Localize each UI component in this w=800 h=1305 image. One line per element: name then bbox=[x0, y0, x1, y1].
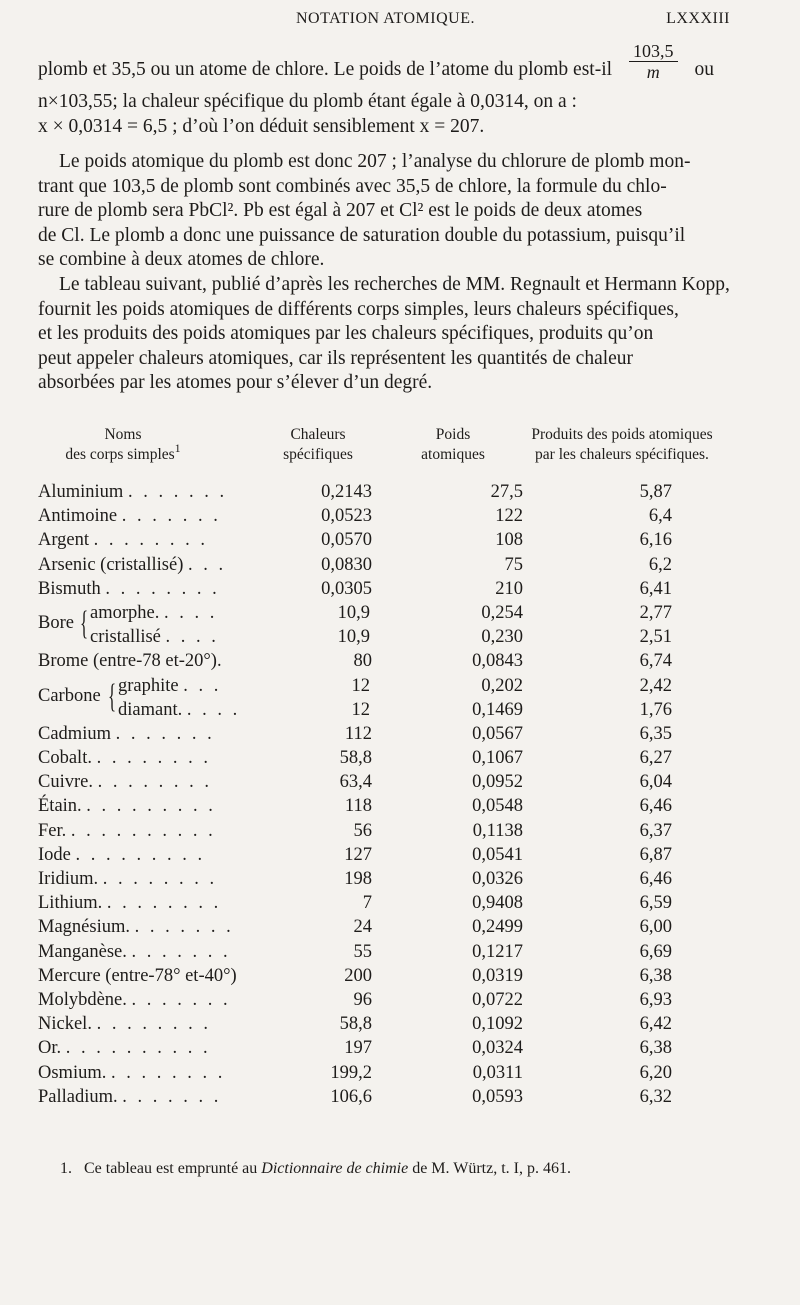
specific-heat: 112 bbox=[344, 723, 372, 744]
text-line: absorbées par les atomes pour s’élever d’un degré. bbox=[38, 372, 433, 393]
atomic-weight: 0,0311 bbox=[472, 1062, 523, 1083]
table-row bbox=[38, 553, 738, 577]
atomic-weight: 0,0593 bbox=[472, 1086, 523, 1107]
header-line: Chaleurs bbox=[290, 426, 346, 443]
atomic-heat: 6,38 bbox=[639, 965, 672, 986]
element-name: Magnésium. . . . . . . . bbox=[38, 917, 234, 938]
table-row bbox=[38, 819, 738, 843]
text-segment: plomb et 35,5 ou un atome de chlore. Le poids de l’atome du plomb est-il bbox=[38, 58, 613, 80]
table-row bbox=[38, 601, 738, 625]
atomic-heat: 6,16 bbox=[639, 530, 672, 551]
text-line: rure de plomb sera PbCl². Pb est égal à 207 et Cl² est le poids de deux atomes bbox=[38, 200, 643, 221]
atomic-weight: 0,1067 bbox=[472, 748, 523, 769]
specific-heat: 0,0570 bbox=[321, 530, 372, 551]
table-row bbox=[38, 867, 738, 891]
atomic-heat: 2,51 bbox=[639, 627, 672, 648]
column-header-chaleurs bbox=[263, 425, 373, 465]
atomic-weight: 0,1469 bbox=[472, 699, 523, 720]
specific-heat: 118 bbox=[344, 796, 372, 817]
element-name: Argent . . . . . . . . bbox=[38, 530, 209, 551]
atomic-weight: 0,0319 bbox=[472, 965, 523, 986]
specific-heat: 58,8 bbox=[339, 1014, 372, 1035]
specific-heat: 199,2 bbox=[330, 1062, 372, 1083]
atomic-weight: 0,0541 bbox=[472, 844, 523, 865]
fraction-numerator: 103,5 bbox=[629, 41, 678, 62]
atomic-weight: 0,0952 bbox=[472, 772, 523, 793]
variety-name: diamant. . . . . bbox=[118, 699, 241, 720]
specific-heat: 56 bbox=[353, 820, 372, 841]
table-row bbox=[38, 915, 738, 939]
atomic-heat: 2,77 bbox=[639, 602, 672, 623]
element-name: Or. . . . . . . . . . . bbox=[38, 1038, 211, 1059]
table-row bbox=[38, 528, 738, 552]
paragraph-2 bbox=[38, 150, 714, 273]
element-name: Cobalt. . . . . . . . . bbox=[38, 748, 211, 769]
specific-heat: 0,0830 bbox=[321, 554, 372, 575]
atomic-heat: 6,37 bbox=[639, 820, 672, 841]
atomic-weight: 0,9408 bbox=[472, 893, 523, 914]
header-line: atomiques bbox=[421, 446, 485, 463]
specific-heat: 127 bbox=[344, 844, 372, 865]
specific-heat: 55 bbox=[353, 941, 372, 962]
header-line: Noms bbox=[104, 426, 142, 443]
element-name: Brome (entre-78 et-20°). bbox=[38, 651, 222, 672]
specific-heat: 198 bbox=[344, 869, 372, 890]
table-row bbox=[38, 1061, 738, 1085]
specific-heat: 80 bbox=[353, 651, 372, 672]
table-row bbox=[38, 722, 738, 746]
atomic-weight: 0,2499 bbox=[472, 917, 523, 938]
atomic-weight: 0,1092 bbox=[472, 1014, 523, 1035]
table-row bbox=[38, 988, 738, 1012]
specific-heat: 200 bbox=[344, 965, 372, 986]
specific-heat: 106,6 bbox=[330, 1086, 372, 1107]
specific-heat: 0,0523 bbox=[321, 506, 372, 527]
element-name: Carbone bbox=[38, 685, 101, 706]
table-rows-bottom bbox=[38, 722, 738, 1109]
specific-heat: 96 bbox=[353, 989, 372, 1010]
atomic-weight: 75 bbox=[504, 554, 523, 575]
element-name: Manganèse. . . . . . . . bbox=[38, 941, 231, 962]
text-line: Le poids atomique du plomb est donc 207 ; l’analyse du chlorure de plomb mon- bbox=[59, 151, 691, 172]
footnote-text: de M. Würtz, t. I, p. 461. bbox=[412, 1160, 571, 1177]
atomic-weight: 0,0548 bbox=[472, 796, 523, 817]
specific-heat: 58,8 bbox=[339, 748, 372, 769]
atomic-heat: 6,69 bbox=[639, 941, 672, 962]
element-name: Fer. . . . . . . . . . . bbox=[38, 820, 216, 841]
specific-heat: 0,2143 bbox=[321, 482, 372, 502]
table-row bbox=[38, 1085, 738, 1109]
element-name: Étain. . . . . . . . . . bbox=[38, 796, 216, 817]
element-name: Iridium. . . . . . . . . bbox=[38, 869, 218, 890]
atomic-heat: 6,42 bbox=[639, 1014, 672, 1035]
atomic-heat: 6,00 bbox=[639, 917, 672, 938]
footnote-number: 1. bbox=[60, 1160, 72, 1177]
atomic-heat: 6,46 bbox=[639, 796, 672, 817]
atomic-weight: 122 bbox=[495, 506, 523, 527]
atomic-heat: 1,76 bbox=[639, 699, 672, 720]
element-name: Iode . . . . . . . . . bbox=[38, 844, 206, 865]
header-line: des corps simples bbox=[65, 446, 175, 463]
table-row bbox=[38, 698, 738, 722]
table-row bbox=[38, 1036, 738, 1060]
footnote-ref: 1 bbox=[174, 441, 181, 455]
element-name: Molybdène. . . . . . . . bbox=[38, 989, 231, 1010]
atomic-weight: 210 bbox=[495, 578, 523, 599]
atomic-heat: 6,2 bbox=[648, 554, 672, 575]
text-line: n×103,55; la chaleur spécifique du plomb étant égale à 0,0314, on a : bbox=[38, 91, 577, 112]
table-row bbox=[38, 1012, 738, 1036]
atomic-weight: 108 bbox=[495, 530, 523, 551]
atomic-heat: 6,46 bbox=[639, 869, 672, 890]
atomic-heat: 6,41 bbox=[639, 578, 672, 599]
element-name: Lithium. . . . . . . . . bbox=[38, 893, 222, 914]
table-row bbox=[38, 577, 738, 601]
atomic-heat: 2,42 bbox=[639, 675, 672, 696]
text-line: trant que 103,5 de plomb sont combinés avec 35,5 de chlore, la formule du chlo- bbox=[38, 175, 667, 197]
atomic-weight: 0,0326 bbox=[472, 869, 523, 890]
table-row bbox=[38, 964, 738, 988]
table-body bbox=[38, 480, 738, 1109]
atomic-weight: 0,0567 bbox=[472, 723, 523, 744]
page-number: LXXXIII bbox=[666, 10, 730, 27]
element-name: Cuivre. . . . . . . . . bbox=[38, 772, 212, 793]
specific-heat: 63,4 bbox=[339, 772, 372, 793]
table-row bbox=[38, 940, 738, 964]
specific-heat: 197 bbox=[344, 1038, 372, 1059]
atomic-heat: 6,04 bbox=[639, 772, 672, 793]
fraction-denominator: m bbox=[646, 62, 660, 82]
element-name: Arsenic (cristallisé) . . . bbox=[38, 554, 227, 575]
header-line: spécifiques bbox=[283, 446, 353, 463]
specific-heat: 10,9 bbox=[337, 627, 370, 648]
atomic-weight: 27,5 bbox=[490, 482, 523, 502]
variety-name: graphite . . . bbox=[118, 675, 222, 696]
atomic-heat: 6,20 bbox=[639, 1062, 672, 1083]
footnote-text: Ce tableau est emprunté au bbox=[84, 1160, 258, 1177]
atomic-heat: 6,32 bbox=[639, 1086, 672, 1107]
text-line: de Cl. Le plomb a donc une puissance de saturation double du potassium, puisqu’il bbox=[38, 224, 686, 246]
footnote bbox=[60, 1160, 571, 1178]
atomic-heat: 6,35 bbox=[639, 723, 672, 744]
header-line: par les chaleurs spécifiques. bbox=[535, 446, 709, 463]
element-name: Palladium. . . . . . . . bbox=[38, 1086, 222, 1107]
text-line: et les produits des poids atomiques par les chaleurs spécifiques, produits qu’on bbox=[38, 323, 654, 344]
atomic-heat: 6,93 bbox=[639, 989, 672, 1010]
specific-heat: 24 bbox=[353, 917, 372, 938]
element-name: Nickel. . . . . . . . . bbox=[38, 1014, 211, 1035]
paragraph-1 bbox=[38, 41, 714, 139]
table-group-bore bbox=[38, 601, 738, 649]
table-row bbox=[38, 891, 738, 915]
atomic-heat: 6,87 bbox=[639, 844, 672, 865]
atomic-heat: 6,59 bbox=[639, 893, 672, 914]
specific-heat: 0,0305 bbox=[321, 578, 372, 599]
table-row bbox=[38, 625, 738, 649]
table-row bbox=[38, 480, 738, 504]
element-name: Antimoine . . . . . . . bbox=[38, 506, 221, 527]
atomic-weight: 0,254 bbox=[481, 602, 523, 623]
table-header bbox=[38, 425, 738, 465]
text-segment: ou bbox=[694, 58, 714, 80]
element-name: Bismuth . . . . . . . . bbox=[38, 578, 220, 599]
text-line: se combine à deux atomes de chlore. bbox=[38, 249, 325, 270]
specific-heat: 12 bbox=[351, 675, 370, 696]
element-name: Bore bbox=[38, 612, 74, 633]
element-name: Aluminium . . . . . . . bbox=[38, 482, 228, 502]
atomic-heat: 6,4 bbox=[648, 506, 672, 527]
header-line: Produits des poids atomiques bbox=[531, 426, 713, 443]
specific-heat: 12 bbox=[351, 699, 370, 720]
table-row bbox=[38, 794, 738, 818]
atomic-heat: 6,74 bbox=[639, 651, 672, 672]
brace-symbol: { bbox=[108, 677, 117, 715]
atomic-weight: 0,1217 bbox=[472, 941, 523, 962]
text-line: Le tableau suivant, publié d’après les recherches de MM. Regnault et Hermann Kopp, bbox=[59, 274, 730, 295]
text-line: fournit les poids atomiques de différents corps simples, leurs chaleurs spécifiques, bbox=[38, 298, 679, 320]
table-group-carbone bbox=[38, 674, 738, 722]
variety-name: amorphe. . . . . bbox=[90, 602, 218, 623]
specific-heat: 10,9 bbox=[337, 602, 370, 623]
atomic-heat: 6,38 bbox=[639, 1038, 672, 1059]
element-name: Cadmium . . . . . . . bbox=[38, 723, 215, 744]
atomic-heat: 5,87 bbox=[639, 482, 672, 502]
specific-heat: 7 bbox=[362, 893, 372, 914]
brace-symbol: { bbox=[80, 604, 89, 642]
text-line: x × 0,0314 = 6,5 ; d’où l’on déduit sensiblement x = 207. bbox=[38, 115, 485, 137]
table-row bbox=[38, 770, 738, 794]
text-line: peut appeler chaleurs atomiques, car ils représentent les quantités de chaleur bbox=[38, 347, 634, 369]
atomic-weight: 0,0722 bbox=[472, 989, 523, 1010]
variety-name: cristallisé . . . . bbox=[90, 627, 219, 648]
column-header-poids bbox=[403, 425, 503, 465]
column-header-noms bbox=[38, 425, 208, 465]
table-row bbox=[38, 649, 738, 673]
element-name: Mercure (entre-78° et-40°) bbox=[38, 965, 237, 986]
table-row bbox=[38, 843, 738, 867]
table-row bbox=[38, 746, 738, 770]
text-line bbox=[38, 41, 714, 82]
running-title: NOTATION ATOMIQUE. bbox=[296, 10, 475, 27]
atomic-heat: 6,27 bbox=[639, 748, 672, 769]
atomic-weight: 0,1138 bbox=[472, 820, 523, 841]
header-line: Poids bbox=[435, 426, 471, 443]
atomic-weight: 0,0843 bbox=[472, 651, 523, 672]
atomic-weight: 0,202 bbox=[481, 675, 523, 696]
column-header-produits bbox=[511, 425, 733, 465]
table-row bbox=[38, 674, 738, 698]
paragraph-3 bbox=[38, 273, 730, 396]
running-head bbox=[38, 10, 730, 32]
footnote-title: Dictionnaire de chimie bbox=[261, 1160, 409, 1177]
table-row bbox=[38, 504, 738, 528]
element-name: Osmium. . . . . . . . . bbox=[38, 1062, 226, 1083]
fraction bbox=[629, 41, 678, 82]
atomic-weight: 0,0324 bbox=[472, 1038, 523, 1059]
atomic-weight: 0,230 bbox=[481, 627, 523, 648]
